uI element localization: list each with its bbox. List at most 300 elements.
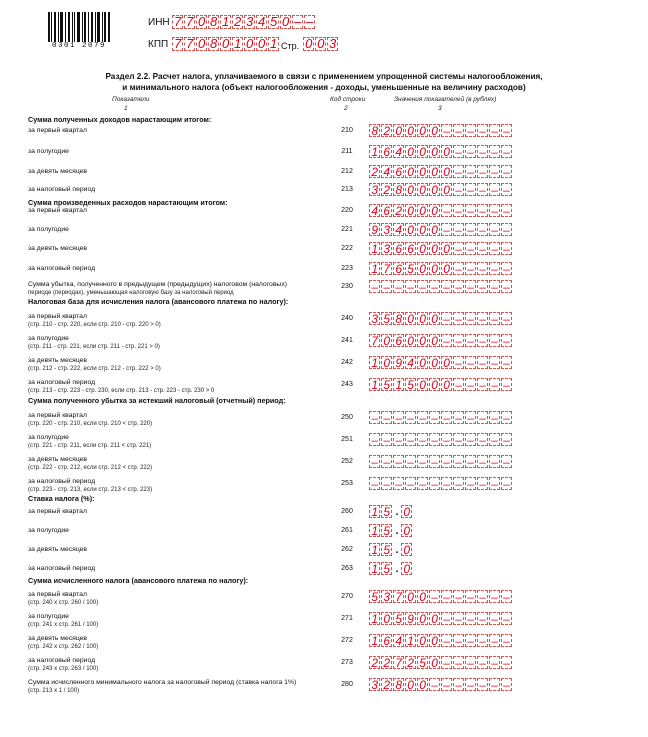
digit-cell[interactable]: – <box>441 678 452 691</box>
digit-cell[interactable]: – <box>501 124 512 137</box>
digit-cell[interactable]: 5 <box>268 15 279 29</box>
digit-cell[interactable]: 0 <box>220 37 231 51</box>
digit-cell[interactable]: 0 <box>303 37 314 51</box>
digit-cell[interactable]: – <box>477 356 488 369</box>
value-field-280[interactable] <box>369 678 513 691</box>
digit-cell[interactable]: – <box>465 124 476 137</box>
value-field-260[interactable] <box>369 505 413 518</box>
digit-cell[interactable]: – <box>477 223 488 236</box>
digit-cell[interactable]: – <box>369 411 380 424</box>
digit-cell[interactable]: – <box>477 165 488 178</box>
digit-cell[interactable]: 0 <box>429 204 440 217</box>
digit-cell[interactable]: – <box>465 280 476 293</box>
digit-cell[interactable]: 0 <box>405 223 416 236</box>
digit-cell[interactable]: – <box>489 378 500 391</box>
digit-cell[interactable]: – <box>465 262 476 275</box>
digit-cell[interactable]: 5 <box>381 562 392 575</box>
digit-cell[interactable]: 0 <box>429 634 440 647</box>
digit-cell[interactable]: – <box>501 183 512 196</box>
digit-cell[interactable]: – <box>429 280 440 293</box>
digit-cell[interactable]: – <box>465 378 476 391</box>
digit-cell[interactable]: – <box>489 145 500 158</box>
digit-cell[interactable]: – <box>441 612 452 625</box>
digit-cell[interactable]: 0 <box>441 242 452 255</box>
digit-cell[interactable]: – <box>477 634 488 647</box>
digit-cell[interactable]: 9 <box>369 223 380 236</box>
digit-cell[interactable]: – <box>429 433 440 446</box>
digit-cell[interactable]: – <box>465 356 476 369</box>
digit-cell[interactable]: – <box>441 411 452 424</box>
digit-cell[interactable]: – <box>441 455 452 468</box>
digit-cell[interactable]: 0 <box>196 37 207 51</box>
digit-cell[interactable]: – <box>489 312 500 325</box>
digit-cell[interactable]: – <box>369 280 380 293</box>
digit-cell[interactable]: – <box>477 145 488 158</box>
digit-cell[interactable]: 0 <box>405 590 416 603</box>
digit-cell[interactable]: – <box>453 455 464 468</box>
value-field-241[interactable] <box>369 334 513 347</box>
digit-cell[interactable]: – <box>501 590 512 603</box>
digit-cell[interactable]: 8 <box>208 37 219 51</box>
digit-cell[interactable]: 0 <box>429 312 440 325</box>
digit-cell[interactable]: 1 <box>268 37 279 51</box>
digit-cell[interactable]: 3 <box>327 37 338 51</box>
digit-cell[interactable]: – <box>501 356 512 369</box>
digit-cell[interactable]: 5 <box>405 262 416 275</box>
digit-cell[interactable]: 0 <box>405 145 416 158</box>
digit-cell[interactable]: 4 <box>393 634 404 647</box>
digit-cell[interactable]: 6 <box>381 634 392 647</box>
digit-cell[interactable]: 0 <box>280 15 291 29</box>
digit-cell[interactable]: 6 <box>393 165 404 178</box>
digit-cell[interactable]: 1 <box>369 543 380 556</box>
digit-cell[interactable]: – <box>393 433 404 446</box>
value-field-211[interactable] <box>369 145 513 158</box>
digit-cell[interactable]: – <box>441 433 452 446</box>
digit-cell[interactable]: – <box>465 145 476 158</box>
digit-cell[interactable]: – <box>501 334 512 347</box>
digit-cell[interactable]: – <box>417 477 428 490</box>
value-field-213[interactable] <box>369 183 513 196</box>
digit-cell[interactable]: 4 <box>369 204 380 217</box>
value-field-261[interactable] <box>369 524 413 537</box>
digit-cell[interactable]: – <box>465 204 476 217</box>
digit-cell[interactable]: – <box>429 477 440 490</box>
digit-cell[interactable]: 3 <box>369 312 380 325</box>
digit-cell[interactable]: – <box>304 15 315 29</box>
digit-cell[interactable]: – <box>417 433 428 446</box>
digit-cell[interactable]: – <box>501 378 512 391</box>
digit-cell[interactable]: 0 <box>417 678 428 691</box>
digit-cell[interactable]: – <box>501 411 512 424</box>
value-field-212[interactable] <box>369 165 513 178</box>
digit-cell[interactable]: – <box>489 433 500 446</box>
digit-cell[interactable]: – <box>453 262 464 275</box>
digit-cell[interactable]: 0 <box>381 334 392 347</box>
digit-cell[interactable]: 0 <box>441 145 452 158</box>
digit-cell[interactable]: – <box>477 656 488 669</box>
digit-cell[interactable]: – <box>465 590 476 603</box>
digit-cell[interactable]: 7 <box>381 262 392 275</box>
digit-cell[interactable]: – <box>465 612 476 625</box>
digit-cell[interactable]: 8 <box>393 183 404 196</box>
digit-cell[interactable]: 0 <box>244 37 255 51</box>
digit-cell[interactable]: 0 <box>405 124 416 137</box>
digit-cell[interactable]: 0 <box>401 505 412 518</box>
digit-cell[interactable]: – <box>489 334 500 347</box>
digit-cell[interactable]: – <box>501 280 512 293</box>
digit-cell[interactable]: – <box>501 634 512 647</box>
digit-cell[interactable]: – <box>453 145 464 158</box>
digit-cell[interactable]: 5 <box>381 524 392 537</box>
digit-cell[interactable]: – <box>453 334 464 347</box>
digit-cell[interactable]: 0 <box>417 590 428 603</box>
digit-cell[interactable]: 4 <box>393 223 404 236</box>
digit-cell[interactable]: 2 <box>381 183 392 196</box>
digit-cell[interactable]: 0 <box>429 262 440 275</box>
digit-cell[interactable]: 0 <box>401 524 412 537</box>
value-field-262[interactable] <box>369 543 413 556</box>
digit-cell[interactable]: – <box>501 455 512 468</box>
digit-cell[interactable]: – <box>381 477 392 490</box>
digit-cell[interactable]: 2 <box>369 656 380 669</box>
digit-cell[interactable]: 0 <box>405 312 416 325</box>
digit-cell[interactable]: – <box>501 656 512 669</box>
value-field-253[interactable] <box>369 477 513 490</box>
digit-cell[interactable]: – <box>441 223 452 236</box>
digit-cell[interactable]: – <box>405 433 416 446</box>
digit-cell[interactable]: – <box>465 477 476 490</box>
digit-cell[interactable]: 1 <box>369 378 380 391</box>
digit-cell[interactable]: – <box>453 656 464 669</box>
digit-cell[interactable]: 0 <box>441 165 452 178</box>
digit-cell[interactable]: 2 <box>381 656 392 669</box>
digit-cell[interactable]: 1 <box>369 524 380 537</box>
digit-cell[interactable]: 6 <box>381 145 392 158</box>
digit-cell[interactable]: – <box>292 15 303 29</box>
value-field-242[interactable] <box>369 356 513 369</box>
digit-cell[interactable]: 3 <box>381 242 392 255</box>
digit-cell[interactable]: – <box>381 433 392 446</box>
digit-cell[interactable]: 8 <box>208 15 219 29</box>
digit-cell[interactable]: 7 <box>393 590 404 603</box>
digit-cell[interactable]: – <box>453 477 464 490</box>
digit-cell[interactable]: – <box>501 433 512 446</box>
digit-cell[interactable]: – <box>477 411 488 424</box>
digit-cell[interactable]: 0 <box>417 262 428 275</box>
value-field-273[interactable] <box>369 656 513 669</box>
digit-cell[interactable]: – <box>393 455 404 468</box>
digit-cell[interactable]: 2 <box>381 124 392 137</box>
digit-cell[interactable]: – <box>477 262 488 275</box>
digit-cell[interactable]: – <box>441 124 452 137</box>
digit-cell[interactable]: 0 <box>405 165 416 178</box>
digit-cell[interactable]: – <box>477 183 488 196</box>
digit-cell[interactable]: 1 <box>232 37 243 51</box>
digit-cell[interactable]: 0 <box>429 656 440 669</box>
digit-cell[interactable]: 1 <box>369 262 380 275</box>
digit-cell[interactable]: – <box>501 242 512 255</box>
value-field-250[interactable] <box>369 411 513 424</box>
digit-cell[interactable]: – <box>393 280 404 293</box>
digit-cell[interactable]: – <box>477 455 488 468</box>
digit-cell[interactable]: 5 <box>393 612 404 625</box>
digit-cell[interactable]: – <box>489 262 500 275</box>
digit-cell[interactable]: 0 <box>417 612 428 625</box>
digit-cell[interactable]: 1 <box>369 634 380 647</box>
digit-cell[interactable]: 6 <box>393 242 404 255</box>
digit-cell[interactable]: 0 <box>417 183 428 196</box>
digit-cell[interactable]: 0 <box>429 612 440 625</box>
digit-cell[interactable]: 0 <box>441 183 452 196</box>
digit-cell[interactable]: – <box>405 455 416 468</box>
digit-cell[interactable]: – <box>429 411 440 424</box>
digit-cell[interactable]: – <box>501 477 512 490</box>
digit-cell[interactable]: – <box>453 411 464 424</box>
digit-cell[interactable]: – <box>465 223 476 236</box>
digit-cell[interactable]: – <box>489 356 500 369</box>
digit-cell[interactable]: 0 <box>196 15 207 29</box>
digit-cell[interactable]: 9 <box>393 356 404 369</box>
digit-cell[interactable]: – <box>453 223 464 236</box>
digit-cell[interactable]: – <box>465 678 476 691</box>
digit-cell[interactable]: 1 <box>369 612 380 625</box>
digit-cell[interactable]: 0 <box>417 145 428 158</box>
digit-cell[interactable]: – <box>489 242 500 255</box>
digit-cell[interactable]: – <box>477 433 488 446</box>
digit-cell[interactable]: – <box>453 356 464 369</box>
digit-cell[interactable]: – <box>369 433 380 446</box>
digit-cell[interactable]: – <box>489 678 500 691</box>
digit-cell[interactable]: – <box>465 433 476 446</box>
digit-cell[interactable]: 7 <box>172 15 183 29</box>
digit-cell[interactable]: – <box>453 590 464 603</box>
digit-cell[interactable]: 2 <box>393 204 404 217</box>
digit-cell[interactable]: 4 <box>256 15 267 29</box>
digit-cell[interactable]: 3 <box>369 678 380 691</box>
digit-cell[interactable]: 8 <box>393 312 404 325</box>
digit-cell[interactable]: – <box>381 280 392 293</box>
digit-cell[interactable]: – <box>453 378 464 391</box>
digit-cell[interactable]: – <box>501 678 512 691</box>
digit-cell[interactable]: 0 <box>417 312 428 325</box>
digit-cell[interactable]: – <box>477 590 488 603</box>
value-field-271[interactable] <box>369 612 513 625</box>
digit-cell[interactable]: 1 <box>405 634 416 647</box>
digit-cell[interactable]: – <box>393 411 404 424</box>
digit-cell[interactable]: – <box>501 312 512 325</box>
digit-cell[interactable]: 8 <box>393 678 404 691</box>
value-field-240[interactable] <box>369 312 513 325</box>
digit-cell[interactable]: – <box>489 223 500 236</box>
digit-cell[interactable]: 0 <box>417 378 428 391</box>
digit-cell[interactable]: 0 <box>441 356 452 369</box>
digit-cell[interactable]: 2 <box>232 15 243 29</box>
digit-cell[interactable]: 0 <box>417 242 428 255</box>
digit-cell[interactable]: – <box>465 656 476 669</box>
digit-cell[interactable]: – <box>441 312 452 325</box>
digit-cell[interactable]: 7 <box>172 37 183 51</box>
digit-cell[interactable]: 0 <box>429 183 440 196</box>
digit-cell[interactable]: – <box>381 411 392 424</box>
digit-cell[interactable]: – <box>489 204 500 217</box>
digit-cell[interactable]: – <box>489 280 500 293</box>
digit-cell[interactable]: – <box>453 312 464 325</box>
digit-cell[interactable]: – <box>453 634 464 647</box>
digit-cell[interactable]: 0 <box>429 165 440 178</box>
value-field-263[interactable] <box>369 562 413 575</box>
digit-cell[interactable]: 7 <box>184 15 195 29</box>
digit-cell[interactable]: 5 <box>369 590 380 603</box>
digit-cell[interactable]: 5 <box>417 656 428 669</box>
value-field-251[interactable] <box>369 433 513 446</box>
digit-cell[interactable]: – <box>465 242 476 255</box>
digit-cell[interactable]: – <box>417 455 428 468</box>
digit-cell[interactable]: – <box>477 280 488 293</box>
digit-cell[interactable]: 0 <box>417 124 428 137</box>
value-field-223[interactable] <box>369 262 513 275</box>
digit-cell[interactable]: – <box>465 334 476 347</box>
digit-cell[interactable]: – <box>477 312 488 325</box>
digit-cell[interactable]: 0 <box>429 356 440 369</box>
digit-cell[interactable]: – <box>489 656 500 669</box>
digit-cell[interactable]: – <box>501 204 512 217</box>
digit-cell[interactable]: 0 <box>417 334 428 347</box>
digit-cell[interactable]: – <box>465 411 476 424</box>
digit-cell[interactable]: – <box>465 634 476 647</box>
digit-cell[interactable]: 7 <box>369 334 380 347</box>
digit-cell[interactable]: 5 <box>381 543 392 556</box>
digit-cell[interactable]: 0 <box>441 262 452 275</box>
digit-cell[interactable]: – <box>369 477 380 490</box>
digit-cell[interactable]: 0 <box>417 223 428 236</box>
digit-cell[interactable]: 2 <box>381 678 392 691</box>
value-field-210[interactable] <box>369 124 513 137</box>
digit-cell[interactable]: 1 <box>369 145 380 158</box>
digit-cell[interactable]: 5 <box>381 378 392 391</box>
digit-cell[interactable]: – <box>501 145 512 158</box>
digit-cell[interactable]: – <box>465 183 476 196</box>
digit-cell[interactable]: 0 <box>417 204 428 217</box>
digit-cell[interactable]: 5 <box>405 378 416 391</box>
digit-cell[interactable]: – <box>429 455 440 468</box>
value-field-222[interactable] <box>369 242 513 255</box>
digit-cell[interactable]: – <box>453 204 464 217</box>
digit-cell[interactable]: – <box>489 411 500 424</box>
value-field-272[interactable] <box>369 634 513 647</box>
digit-cell[interactable]: 6 <box>393 334 404 347</box>
digit-cell[interactable]: 0 <box>256 37 267 51</box>
digit-cell[interactable]: 1 <box>369 242 380 255</box>
digit-cell[interactable]: – <box>453 433 464 446</box>
digit-cell[interactable]: 0 <box>429 124 440 137</box>
digit-cell[interactable]: 2 <box>405 656 416 669</box>
digit-cell[interactable]: – <box>441 334 452 347</box>
digit-cell[interactable]: – <box>453 242 464 255</box>
digit-cell[interactable]: – <box>465 312 476 325</box>
digit-cell[interactable]: 0 <box>429 378 440 391</box>
digit-cell[interactable]: – <box>465 165 476 178</box>
digit-cell[interactable]: 4 <box>393 145 404 158</box>
digit-cell[interactable]: – <box>417 280 428 293</box>
value-field-220[interactable] <box>369 204 513 217</box>
digit-cell[interactable]: – <box>429 678 440 691</box>
digit-cell[interactable]: – <box>369 455 380 468</box>
digit-cell[interactable]: – <box>477 334 488 347</box>
digit-cell[interactable]: – <box>453 165 464 178</box>
digit-cell[interactable]: – <box>441 656 452 669</box>
digit-cell[interactable]: 0 <box>429 223 440 236</box>
digit-cell[interactable]: 0 <box>405 204 416 217</box>
digit-cell[interactable]: – <box>489 455 500 468</box>
digit-cell[interactable]: – <box>465 455 476 468</box>
digit-cell[interactable]: – <box>489 183 500 196</box>
digit-cell[interactable]: – <box>501 612 512 625</box>
digit-cell[interactable]: 0 <box>381 356 392 369</box>
value-field-221[interactable] <box>369 223 513 236</box>
digit-cell[interactable]: – <box>429 590 440 603</box>
digit-cell[interactable]: – <box>405 477 416 490</box>
digit-cell[interactable]: – <box>441 280 452 293</box>
digit-cell[interactable]: 0 <box>405 334 416 347</box>
digit-cell[interactable]: – <box>489 590 500 603</box>
digit-cell[interactable]: 6 <box>393 262 404 275</box>
digit-cell[interactable]: 6 <box>381 204 392 217</box>
digit-cell[interactable]: 5 <box>381 312 392 325</box>
value-field-230[interactable] <box>369 280 513 293</box>
digit-cell[interactable]: – <box>489 124 500 137</box>
digit-cell[interactable]: 4 <box>405 356 416 369</box>
digit-cell[interactable]: – <box>477 678 488 691</box>
digit-cell[interactable]: – <box>453 678 464 691</box>
digit-cell[interactable]: – <box>489 612 500 625</box>
digit-cell[interactable]: – <box>477 124 488 137</box>
digit-cell[interactable]: 8 <box>369 124 380 137</box>
digit-cell[interactable]: – <box>501 165 512 178</box>
digit-cell[interactable]: 3 <box>381 223 392 236</box>
digit-cell[interactable]: – <box>501 262 512 275</box>
digit-cell[interactable]: 3 <box>244 15 255 29</box>
digit-cell[interactable]: 0 <box>401 562 412 575</box>
digit-cell[interactable]: – <box>489 477 500 490</box>
digit-cell[interactable]: – <box>489 634 500 647</box>
digit-cell[interactable]: – <box>405 280 416 293</box>
digit-cell[interactable]: – <box>453 183 464 196</box>
digit-cell[interactable]: – <box>441 204 452 217</box>
digit-cell[interactable]: 4 <box>381 165 392 178</box>
digit-cell[interactable]: 0 <box>417 165 428 178</box>
digit-cell[interactable]: – <box>453 280 464 293</box>
digit-cell[interactable]: 0 <box>429 334 440 347</box>
digit-cell[interactable]: 3 <box>369 183 380 196</box>
digit-cell[interactable]: 0 <box>393 124 404 137</box>
digit-cell[interactable]: 0 <box>441 378 452 391</box>
digit-cell[interactable]: – <box>381 455 392 468</box>
digit-cell[interactable]: 2 <box>369 165 380 178</box>
digit-cell[interactable]: – <box>489 165 500 178</box>
digit-cell[interactable]: – <box>477 242 488 255</box>
digit-cell[interactable]: – <box>441 634 452 647</box>
digit-cell[interactable]: 7 <box>393 656 404 669</box>
digit-cell[interactable]: – <box>417 411 428 424</box>
digit-cell[interactable]: 1 <box>369 356 380 369</box>
digit-cell[interactable]: 1 <box>220 15 231 29</box>
digit-cell[interactable]: – <box>441 590 452 603</box>
digit-cell[interactable]: – <box>393 477 404 490</box>
digit-cell[interactable]: – <box>405 411 416 424</box>
digit-cell[interactable]: 0 <box>315 37 326 51</box>
digit-cell[interactable]: 0 <box>405 183 416 196</box>
